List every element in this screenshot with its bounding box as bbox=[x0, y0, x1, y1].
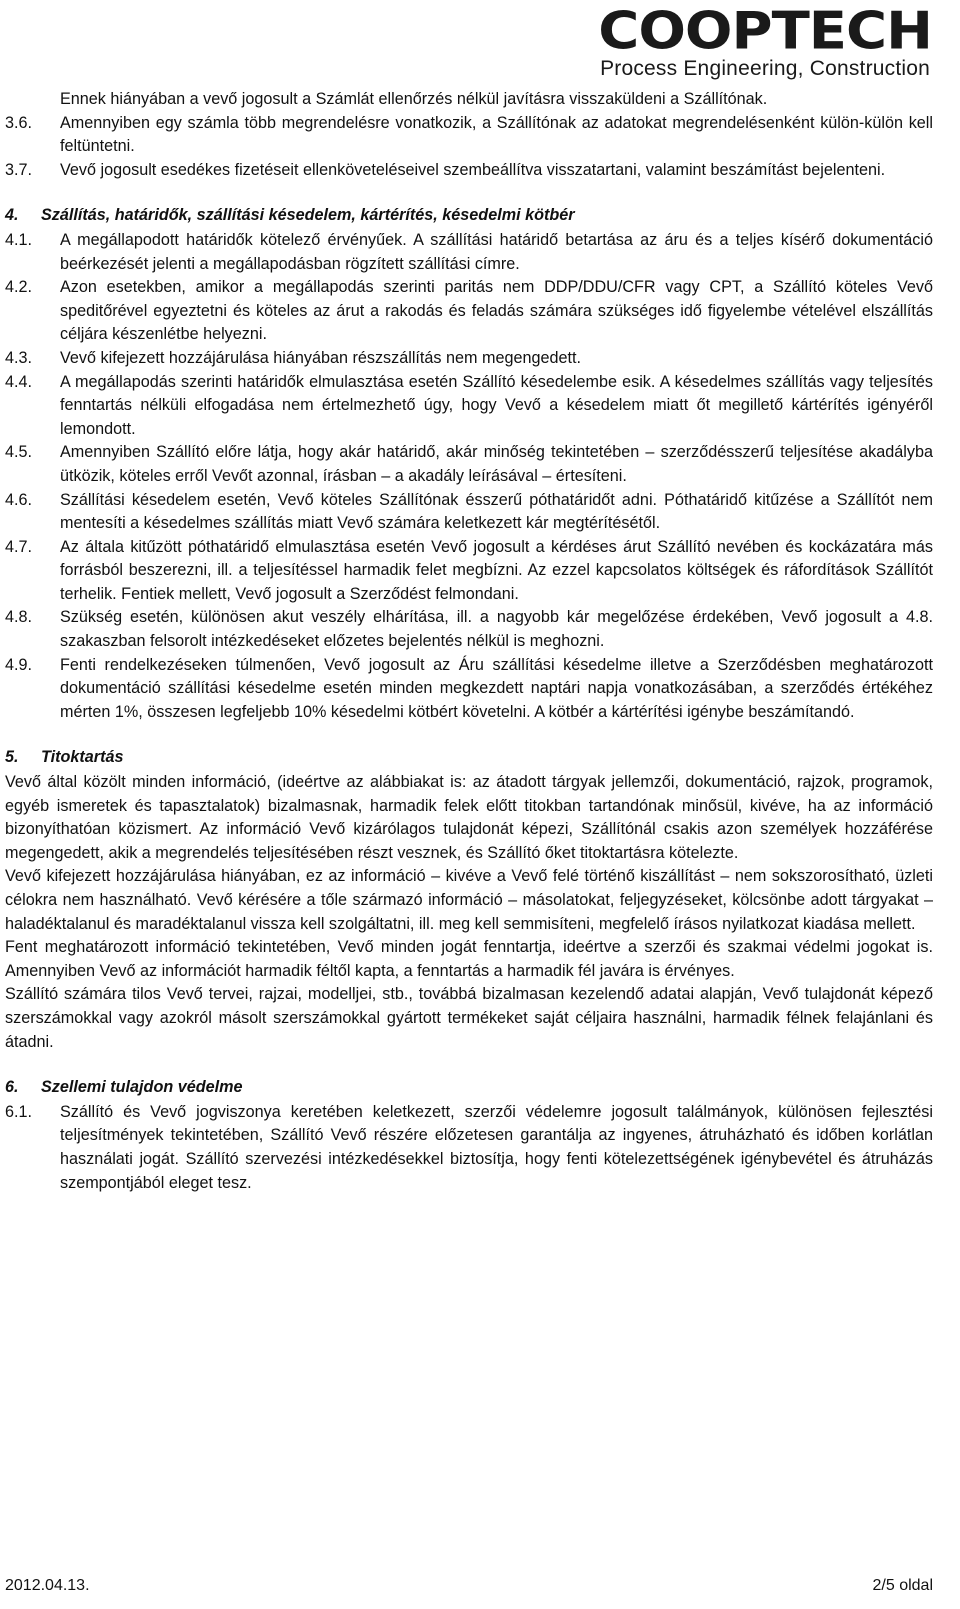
paragraph: Vevő által közölt minden információ, (ideértve az alábbiakat is: az átadott tárgyak jellemzői, dokumentáció, rajzok, programok, egyéb ismeretek és tapasztalatok) bizalmasnak, harmadik felek előtt titokban tartandónak minősül, kivéve, ha az információ bizonyíthatóan közismert. Az információ Vevő kizárólagos tulajdonát képezi, Szállítónál csakis azon személyek hozzáférése megengedett, akik a megrendelés teljesítésében részt vesznek, és Szállító őket titoktartásra kötelezte. bbox=[5, 773, 933, 862]
paragraph: Fent meghatározott információ tekintetében, Vevő minden jogát fenntartja, ideértve a szerzői és szakmai védelmi jogokat is. Amennyiben Vevő az információt harmadik féltől kapta, a fenntartás a harmadik fél javára is érvényes. bbox=[5, 938, 933, 980]
clause-4-2 bbox=[5, 276, 933, 347]
clause-number: 4.6. bbox=[5, 490, 33, 509]
clause-number: 4.7. bbox=[5, 537, 33, 556]
clause-3-7 bbox=[5, 159, 933, 183]
section-number: 4. bbox=[5, 206, 19, 225]
clause-3-6 bbox=[5, 112, 933, 159]
section-number: 6. bbox=[5, 1078, 19, 1097]
clause-text: Fenti rendelkezéseken túlmenően, Vevő jogosult az Áru szállítási késedelme illetve a Szerződésben meghatározott dokumentáció szállítási késedelme esetén minden megkezdett naptári napja vonatkozásában, a szerződés értékéhez mérten 1%, összesen legfeljebb 10% késedelmi kötbért követelni. A kötbér a kártérítési igénybe beszámítandó. bbox=[60, 655, 933, 721]
clause-4-6 bbox=[5, 489, 933, 536]
clause-text: A megállapodás szerinti határidők elmulasztása esetén Szállító késedelembe esik. A késedelmes szállítás vagy teljesítés fenntartás nélküli elfogadása nem értelmezhető úgy, hogy Vevő a késedelem miatt őt megillető kártérítés igényéről lemondott. bbox=[60, 372, 933, 438]
clause-number: 4.9. bbox=[5, 655, 33, 674]
document-body bbox=[5, 88, 933, 1195]
clause-text: Szállítási késedelem esetén, Vevő köteles Szállítónak ésszerű póthatáridőt adni. Póthatáridő kitűzése a Szállítót nem mentesíti a késedelmes szállítás miatt Vevő számára keletkezett kár megtérítésétől. bbox=[60, 490, 933, 533]
section-title: Szállítás, határidők, szállítási késedelem, kártérítés, késedelmi kötbér bbox=[41, 206, 575, 225]
company-logo: COOPTECH bbox=[598, 1, 932, 62]
section-number: 5. bbox=[5, 748, 19, 767]
clause-4-5 bbox=[5, 441, 933, 488]
clause-text: Azon esetekben, amikor a megállapodás szerinti paritás nem DDP/DDU/CFR vagy CPT, a Szállító köteles Vevő speditőrével egyeztetni és köteles az árut a rakodás és feladás számára szükséges idő figyelembe vételével elszállítás céljára készenlétbe helyezni. bbox=[60, 278, 933, 344]
footer-date: 2012.04.13. bbox=[5, 1577, 90, 1594]
clause-4-3 bbox=[5, 347, 933, 371]
clause-number: 3.7. bbox=[5, 160, 33, 179]
paragraph: Szállító számára tilos Vevő tervei, rajzai, modelljei, stb., továbbá bizalmasan kezelendő adatai alapján, Vevő tulajdonát képező szerszámokkal vagy azokról másolt szerszámokkal gyártott termékeket saját céljaira használni, harmadik félnek felajánlani és átadni. bbox=[5, 985, 933, 1051]
company-tagline: Process Engineering, Construction bbox=[600, 57, 930, 80]
section-title: Titoktartás bbox=[41, 748, 124, 767]
clause-4-4 bbox=[5, 371, 933, 442]
clause-number: 4.8. bbox=[5, 608, 33, 627]
clause-number: 4.4. bbox=[5, 372, 33, 391]
clause-4-9 bbox=[5, 654, 933, 725]
clause-number: 3.6. bbox=[5, 113, 33, 132]
clause-number: 4.1. bbox=[5, 230, 33, 249]
clause-text: Vevő jogosult esedékes fizetéseit ellenköveteléseivel szembeállítva visszatartani, valamint beszámítást bejelenteni. bbox=[60, 160, 886, 179]
page-number: 2/5 oldal bbox=[872, 1577, 933, 1594]
clause-number: 4.5. bbox=[5, 443, 33, 462]
clause-4-8 bbox=[5, 606, 933, 653]
clause-text: A megállapodott határidők kötelező érvényűek. A szállítási határidő betartása az áru és a teljes kísérő dokumentáció beérkezését jelenti a megállapodásban rögzített szállítási címre. bbox=[60, 230, 933, 273]
clause-text: Szállító és Vevő jogviszonya keretében keletkezett, szerzői védelemre jogosult találmányok, különösen fejlesztési teljesítmények tekintetében, Szállító Vevő részére előzetesen garantálja az ingyenes, átruházható és időben korlátlan használati jogát. Szállító szervezési intézkedésekkel biztosítja, hogy fenti kötelezettségének igénybevétel és átruházás szempontjából eleget tesz. bbox=[60, 1102, 933, 1192]
clause-4-1 bbox=[5, 229, 933, 276]
clause-text: Szükség esetén, különösen akut veszély elhárítása, ill. a nagyobb kár megelőzése érdekében, Vevő jogosult a 4.8. szakaszban felsorolt intézkedéseket előzetes bejelentés nélkül is meghozni. bbox=[60, 608, 933, 651]
clause-number: 4.2. bbox=[5, 278, 33, 297]
clause-6-1 bbox=[5, 1101, 933, 1195]
section-title: Szellemi tulajdon védelme bbox=[41, 1078, 243, 1097]
clause-text: Amennyiben Szállító előre látja, hogy akár határidő, akár minőség tekintetében – szerződésszerű teljesítése akadályba ütközik, köteles erről Vevőt azonnal, írásban – a akadály leírásával – értesíteni. bbox=[60, 443, 933, 485]
section-4-heading bbox=[5, 204, 933, 228]
clause-number: 4.3. bbox=[5, 348, 33, 367]
section-5-heading bbox=[5, 746, 933, 770]
clause-text: Amennyiben egy számla több megrendelésre vonatkozik, a Szállítónak az adatokat megrendelésenként külön-külön kell feltüntetni. bbox=[60, 113, 933, 156]
continuation-paragraph: Ennek hiányában a vevő jogosult a Számlát ellenőrzés nélkül javításra visszaküldeni a Szállítónak. bbox=[60, 90, 768, 108]
section-6-heading bbox=[5, 1076, 933, 1100]
clause-text: Vevő kifejezett hozzájárulása hiányában részszállítás nem megengedett. bbox=[60, 348, 582, 367]
paragraph: Vevő kifejezett hozzájárulása hiányában, ez az információ – kivéve a Vevő felé történő kiszállítást – nem sokszorosítható, üzleti célokra nem használható. Vevő kérésére a tőle származó információ – másolatokat, feljegyzéseket, kölcsönbe adott tárgyakat – haladéktalanul és maradéktalanul vissza kell szolgáltatni, ill. meg kell semmisíteni, megfelelő írásos nyilatkozat kiadása mellett. bbox=[5, 867, 933, 933]
page-footer bbox=[5, 1574, 933, 1598]
page-header bbox=[532, 0, 932, 82]
clause-number: 6.1. bbox=[5, 1102, 33, 1121]
clause-4-7 bbox=[5, 536, 933, 607]
clause-text: Az általa kitűzött póthatáridő elmulasztása esetén Vevő jogosult a kérdéses árut Szállító nevében és kockázatára más forrásból beszerezni, ill. a teljesítéssel harmadik felet megbízni. Az ezzel kapcsolatos költségek és ráfordítások Szállítót terhelik. Fentiek mellett, Vevő jogosult a Szerződést felmondani. bbox=[60, 537, 933, 603]
